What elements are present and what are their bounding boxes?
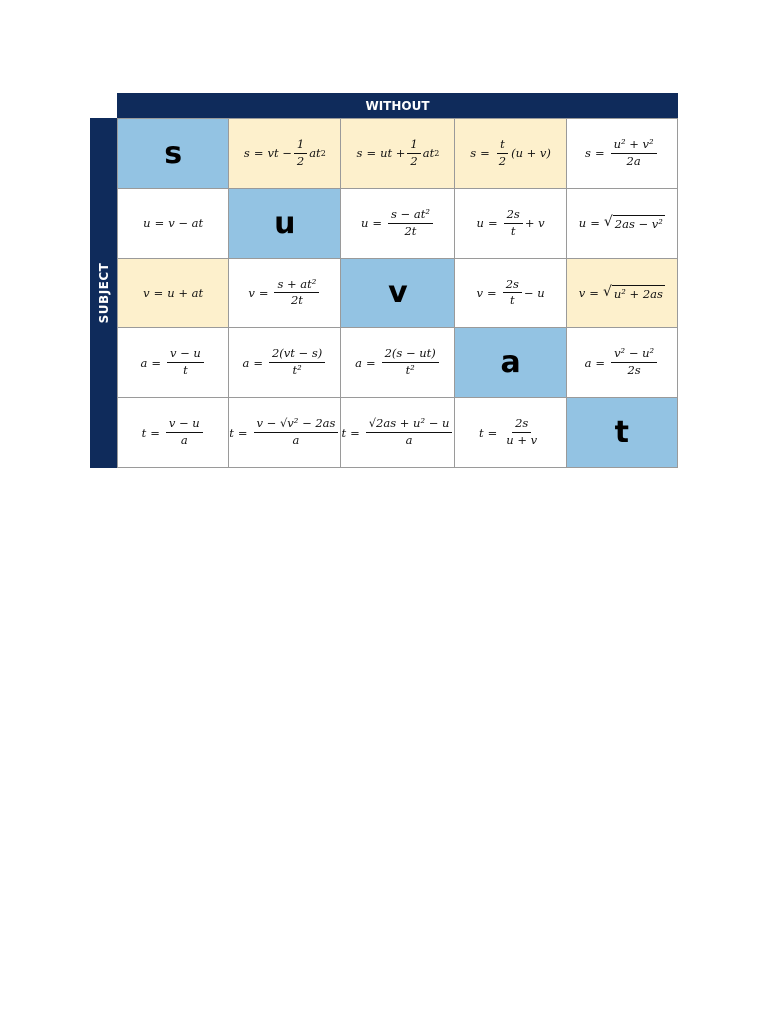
- equation-subject: t: [479, 425, 484, 440]
- equation-term: v − at: [168, 216, 204, 231]
- equation-grid: [117, 118, 678, 468]
- numerator: s + at²: [274, 278, 319, 294]
- equation-term: − u: [523, 285, 545, 300]
- fraction: [274, 278, 319, 309]
- fraction: [504, 208, 523, 239]
- equation-subject: t: [229, 425, 234, 440]
- equals-sign: =: [487, 216, 498, 231]
- denominator: 2: [498, 153, 507, 168]
- equals-sign: =: [589, 285, 599, 300]
- equation-subject: s: [356, 146, 363, 161]
- equation-cell: [455, 398, 566, 468]
- equation-subject: s: [585, 146, 591, 161]
- radicand: u² + 2as: [613, 286, 663, 301]
- denominator: 2t: [404, 223, 417, 238]
- equation-term: vt −: [267, 146, 292, 161]
- without-header: [117, 93, 678, 118]
- equals-sign: =: [154, 216, 165, 231]
- equation-cell: [341, 398, 455, 468]
- fraction: [254, 417, 339, 448]
- equation-cell: [567, 189, 678, 259]
- equals-sign: =: [253, 355, 263, 370]
- denominator: 2t: [290, 293, 303, 308]
- fraction: [366, 417, 453, 448]
- fraction: [166, 417, 203, 448]
- numerator: t: [497, 138, 508, 154]
- equals-sign: =: [595, 355, 606, 370]
- equation-term: (u + v): [511, 146, 551, 161]
- subject-label: SUBJECT: [96, 262, 111, 324]
- fraction: [294, 138, 307, 169]
- equation-cell: [455, 119, 566, 189]
- equals-sign: =: [590, 216, 600, 231]
- denominator: t: [183, 363, 188, 378]
- equals-sign: =: [151, 355, 161, 370]
- equation-subject: v: [143, 285, 150, 300]
- numerator: 1: [407, 138, 420, 154]
- equation-subject: t: [341, 425, 347, 440]
- equals-sign: =: [365, 355, 376, 370]
- variable-label: t: [614, 415, 630, 451]
- square-root: [604, 215, 665, 231]
- equation-cell: [567, 259, 678, 329]
- equation-cell: [229, 119, 341, 189]
- denominator: a: [180, 433, 188, 448]
- equation-subject: u: [360, 216, 369, 231]
- equation-cell: [118, 328, 229, 398]
- variable-label: v: [388, 275, 408, 311]
- exponent: 2: [434, 148, 440, 158]
- fraction: [269, 347, 325, 378]
- numerator: 1: [294, 138, 307, 154]
- equation-term: at: [309, 146, 321, 161]
- fraction: [503, 278, 522, 309]
- denominator: t²: [405, 363, 415, 378]
- equals-sign: =: [150, 425, 160, 440]
- variable-label-cell: [455, 328, 566, 398]
- equation-cell: [455, 189, 566, 259]
- equation-cell: [341, 119, 455, 189]
- denominator: a: [292, 433, 300, 448]
- variable-label-cell: [567, 398, 678, 468]
- equals-sign: =: [253, 146, 264, 161]
- denominator: u + v: [506, 433, 538, 448]
- equation-cell: [118, 259, 229, 329]
- equals-sign: =: [366, 146, 377, 161]
- denominator: t²: [292, 363, 302, 378]
- equation-term: u + at: [167, 285, 204, 300]
- radicand: 2as − v²: [614, 217, 663, 232]
- denominator: 2s: [627, 363, 641, 378]
- denominator: t: [509, 293, 515, 308]
- equals-sign: =: [372, 216, 382, 231]
- fraction: [503, 417, 540, 448]
- equation-subject: a: [242, 355, 250, 370]
- equation-subject: s: [470, 146, 477, 161]
- equals-sign: =: [594, 146, 605, 161]
- fraction: [611, 138, 657, 169]
- equation-subject: v: [248, 285, 255, 300]
- equation-subject: u: [578, 216, 587, 231]
- fraction: [611, 347, 657, 378]
- denominator: t: [510, 223, 516, 238]
- equation-subject: v: [476, 285, 484, 300]
- equals-sign: =: [487, 425, 498, 440]
- fraction: [496, 138, 509, 169]
- equals-sign: =: [487, 285, 497, 300]
- equals-sign: =: [258, 285, 269, 300]
- radical-sign: √: [602, 283, 612, 300]
- numerator: 2(vt − s): [269, 347, 325, 363]
- equation-cell: [229, 328, 341, 398]
- equation-subject: s: [243, 146, 250, 161]
- equation-cell: [229, 398, 341, 468]
- numerator: u² + v²: [611, 138, 657, 154]
- variable-label: s: [164, 135, 183, 171]
- denominator: a: [405, 433, 413, 448]
- numerator: v − u: [167, 347, 204, 363]
- numerator: 2s: [503, 278, 522, 294]
- equation-cell: [567, 119, 678, 189]
- equals-sign: =: [237, 425, 248, 440]
- numerator: √2as + u² − u: [366, 417, 453, 433]
- without-label: WITHOUT: [365, 98, 430, 113]
- square-root: [603, 285, 665, 301]
- numerator: v − √v² − 2as: [254, 417, 339, 433]
- equals-sign: =: [480, 146, 490, 161]
- equation-subject: u: [476, 216, 484, 231]
- equation-term: at: [422, 146, 435, 161]
- fraction: [382, 347, 439, 378]
- variable-label-cell: [229, 189, 341, 259]
- equals-sign: =: [153, 285, 164, 300]
- equation-cell: [341, 328, 455, 398]
- equation-cell: [118, 189, 229, 259]
- equation-subject: t: [141, 425, 147, 440]
- numerator: v − u: [166, 417, 203, 433]
- fraction: [388, 208, 433, 239]
- equation-subject: a: [140, 355, 148, 370]
- denominator: 2: [410, 153, 418, 168]
- subject-bar: [90, 118, 117, 468]
- exponent: 2: [320, 148, 326, 158]
- numerator: 2(s − ut): [382, 347, 439, 363]
- equation-cell: [118, 398, 229, 468]
- numerator: v² − u²: [611, 347, 657, 363]
- equals-sign: =: [350, 425, 360, 440]
- equation-subject: u: [143, 216, 151, 231]
- equation-cell: [455, 259, 566, 329]
- fraction: [167, 347, 204, 378]
- equation-cell: [341, 189, 455, 259]
- equation-cell: [567, 328, 678, 398]
- equation-subject: a: [355, 355, 362, 370]
- equation-term: + v: [524, 216, 545, 231]
- numerator: 2s: [512, 417, 531, 433]
- numerator: s − at²: [388, 208, 433, 224]
- denominator: 2a: [626, 153, 641, 168]
- variable-label-cell: [118, 119, 229, 189]
- variable-label-cell: [341, 259, 455, 329]
- variable-label: a: [500, 345, 521, 381]
- numerator: 2s: [504, 208, 523, 224]
- variable-label: u: [274, 205, 296, 241]
- equation-cell: [229, 259, 341, 329]
- fraction: [407, 138, 420, 169]
- equation-term: ut +: [380, 146, 406, 161]
- equation-subject: v: [578, 285, 586, 300]
- radical-sign: √: [603, 214, 613, 231]
- equation-subject: a: [584, 355, 592, 370]
- denominator: 2: [296, 153, 305, 168]
